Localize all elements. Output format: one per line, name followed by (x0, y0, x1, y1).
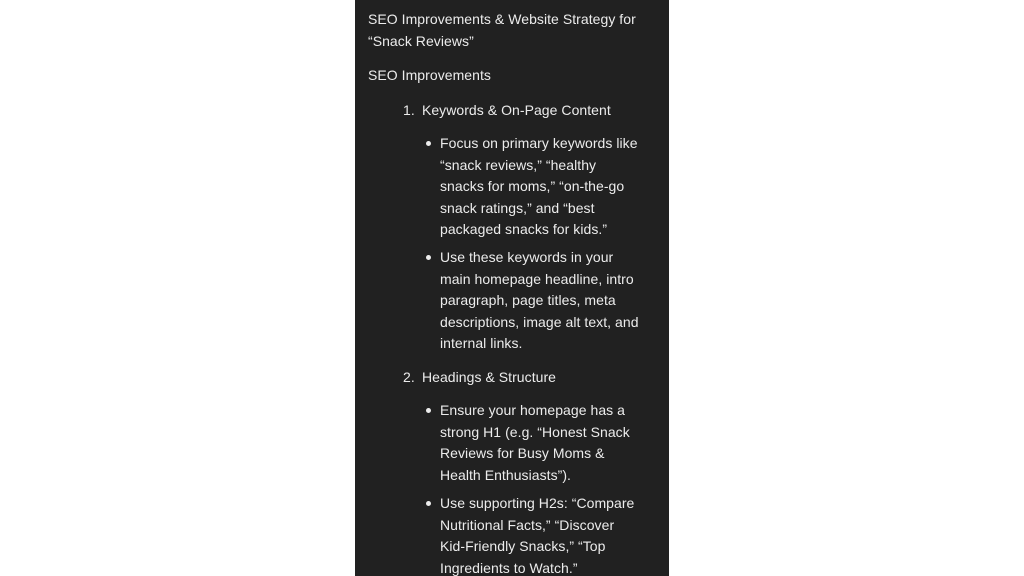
item-number: 1. (403, 102, 415, 118)
numbered-item-keywords (403, 100, 611, 122)
bullet-dot-icon (426, 408, 431, 413)
bullet-text: Ensure your homepage has a strong H1 (e.g. “Honest Snack Reviews for Busy Moms & Health Enthusiasts”). (440, 402, 630, 483)
bullet-dot-icon (426, 255, 431, 260)
list-item (426, 133, 641, 241)
bullet-text: Use these keywords in your main homepage headline, intro paragraph, page titles, meta descriptions, image alt text, and internal links. (440, 249, 639, 351)
list-item (426, 493, 641, 576)
response-title: SEO Improvements & Website Strategy for “Snack Reviews” (368, 11, 636, 49)
item-label: Headings & Structure (421, 369, 557, 385)
item-label: Keywords & On-Page Content (421, 102, 611, 118)
list-item (426, 400, 641, 486)
chat-response-panel (355, 0, 669, 576)
item-number: 2. (403, 369, 415, 385)
section-heading: SEO Improvements (368, 67, 491, 83)
list-item (426, 247, 641, 355)
bullet-dot-icon (426, 501, 431, 506)
bullet-text: Focus on primary keywords like “snack reviews,” “healthy snacks for moms,” “on-the-go snack ratings,” and “best packaged snacks for kids.” (440, 135, 638, 237)
bullet-dot-icon (426, 141, 431, 146)
numbered-item-headings (403, 367, 556, 389)
bullet-text: Use supporting H2s: “Compare Nutritional Facts,” “Discover Kid-Friendly Snacks,” “Top Ingredients to Watch.” (440, 495, 635, 576)
